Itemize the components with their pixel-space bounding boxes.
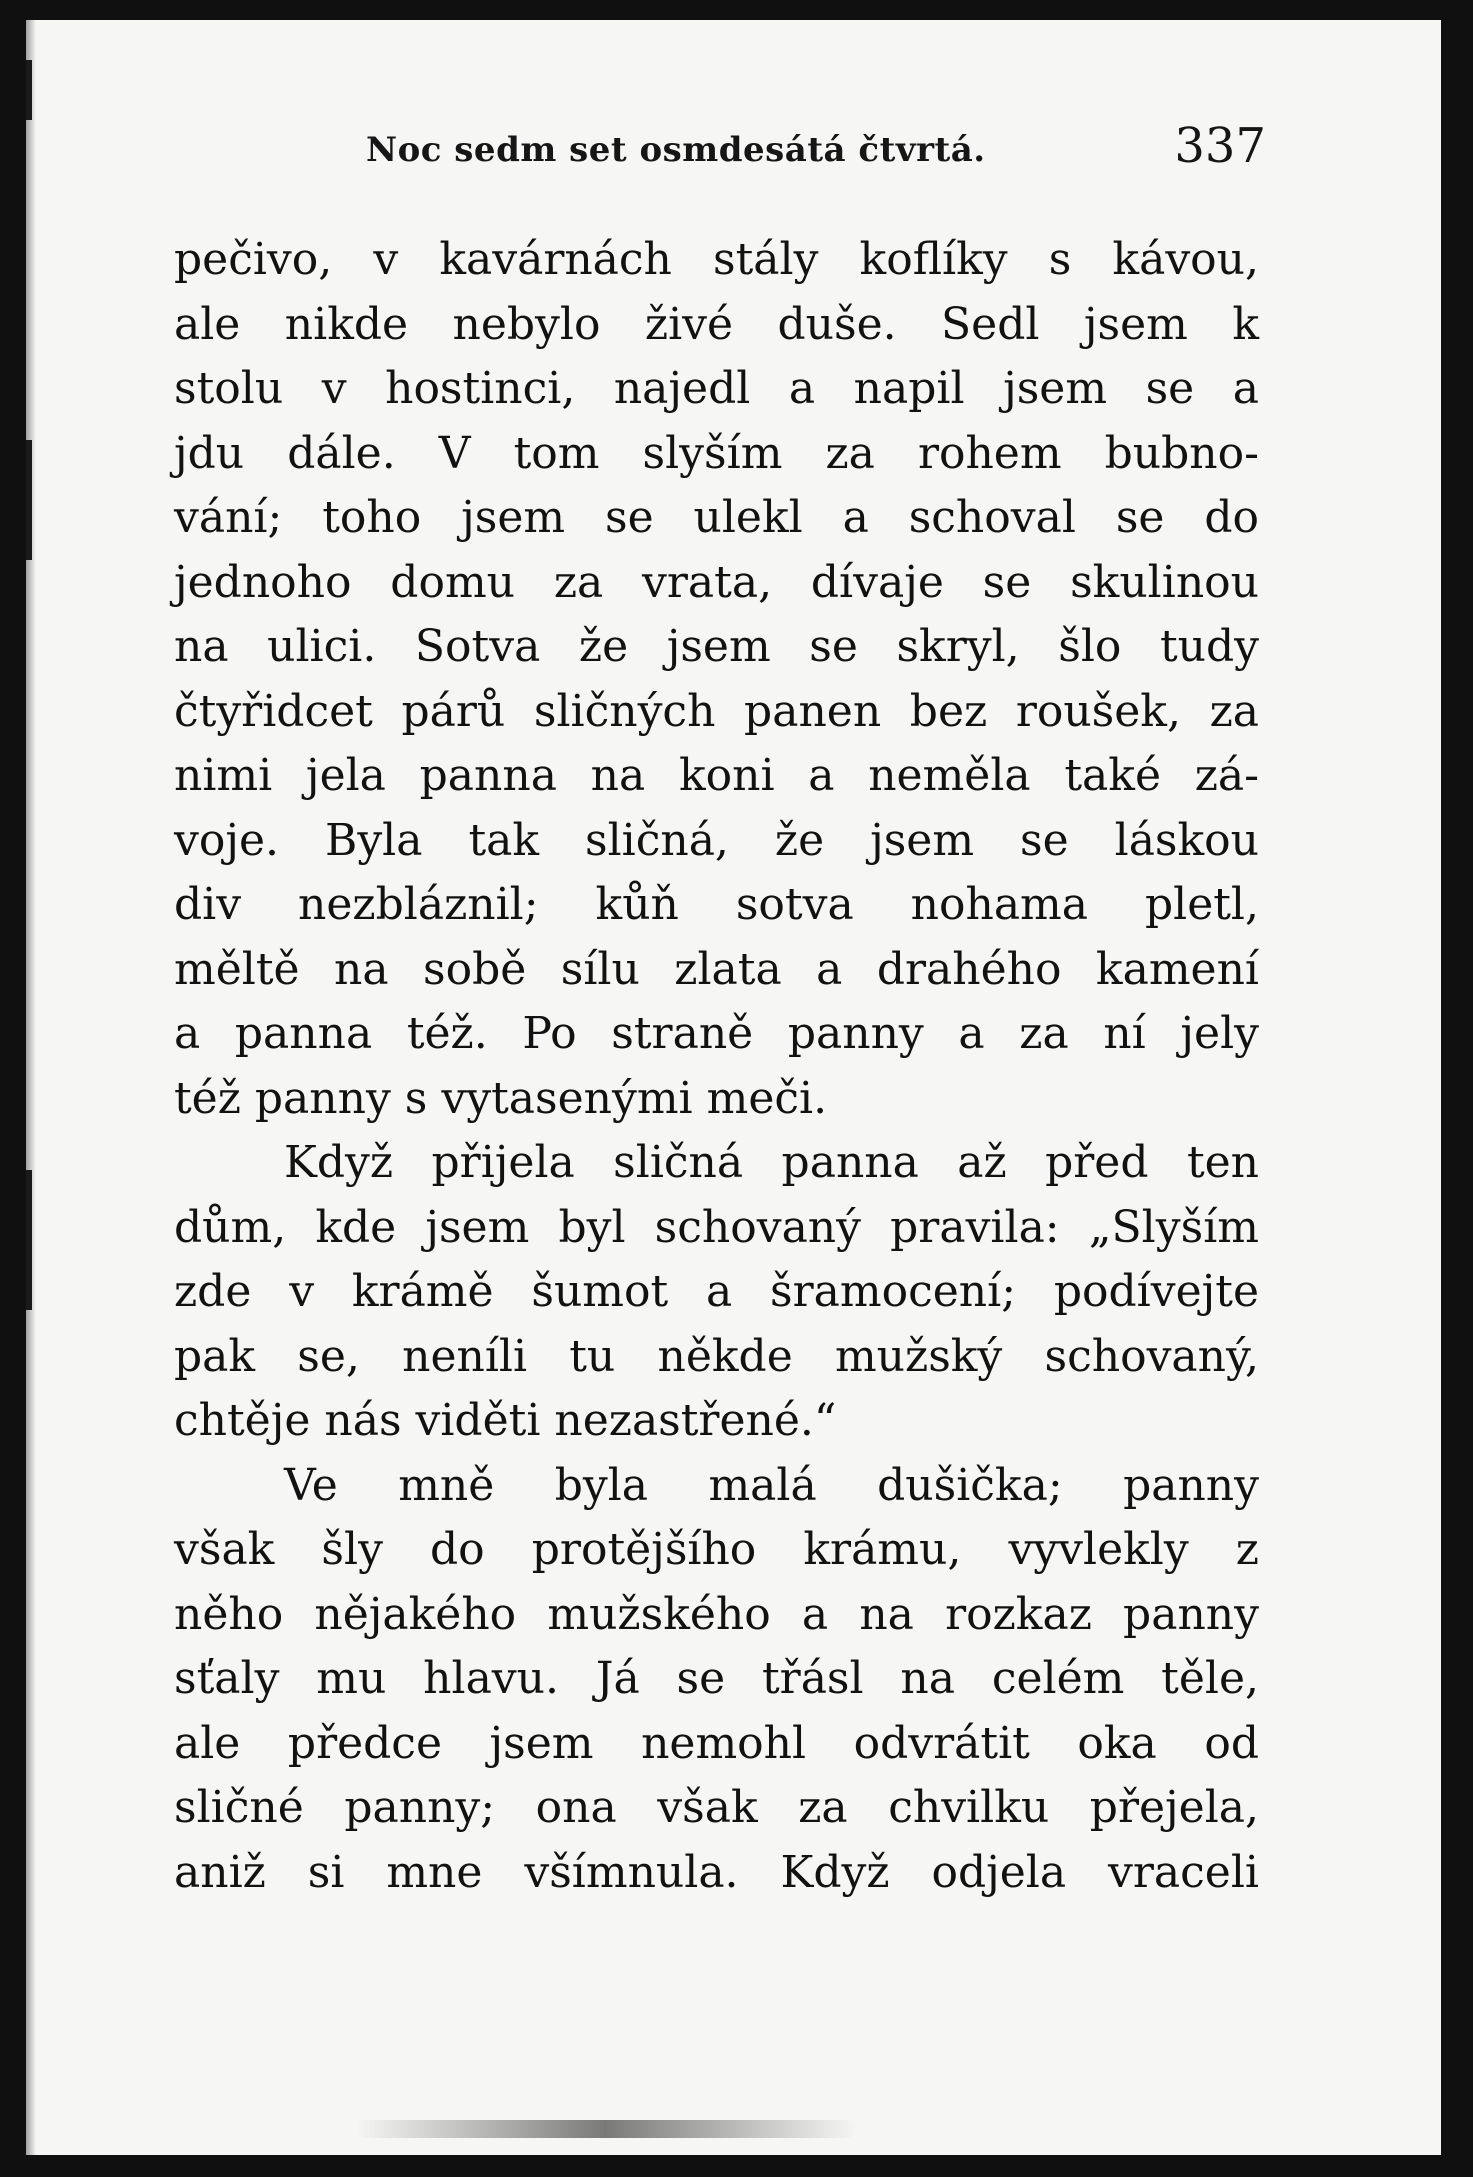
text-line: zde v krámě šumot a šramocení; podívejte — [174, 1266, 1259, 1317]
page-header — [366, 112, 1266, 182]
paragraph — [174, 228, 1259, 1131]
text-line: jdu dále. V tom slyším za rohem bubno- — [174, 427, 1259, 479]
text-line: sličné panny; ona však za chvilku přejela, — [174, 1782, 1259, 1833]
text-line: vání; toho jsem se ulekl a schoval se do — [174, 492, 1259, 543]
text-line: ale nikde nebylo živé duše. Sedl jsem k — [174, 298, 1259, 350]
running-title: Noc sedm set osmdesátá čtvrtá. — [366, 130, 986, 170]
text-line: však šly do protějšího krámu, vyvlekly z — [174, 1524, 1259, 1575]
text-line: na ulici. Sotva že jsem se skryl, šlo tudy — [174, 621, 1259, 672]
text-line: stolu v hostinci, najedl a napil jsem se a — [174, 363, 1259, 414]
text-line: nimi jela panna na koni a neměla také zá- — [174, 750, 1259, 801]
text-line: Když přijela sličná panna až před ten — [284, 1137, 1259, 1188]
text-line: Ve mně byla malá dušička; panny — [284, 1459, 1259, 1511]
text-line: měltě na sobě sílu zlata a drahého kamení — [174, 943, 1259, 995]
text-line: chtěje nás viděti nezastřené.“ — [174, 1395, 837, 1446]
paragraph — [174, 1454, 1259, 1906]
text-line: a panna též. Po straně panny a za ní jely — [174, 1008, 1259, 1059]
text-line: pak se, neníli tu někde mužský schovaný, — [174, 1330, 1259, 1382]
text-line: čtyřidcet párů sličných panen bez roušek, za — [174, 685, 1259, 737]
scan-smudge — [356, 2120, 856, 2138]
book-page — [26, 20, 1441, 2155]
body-text — [174, 228, 1259, 1905]
text-line: též panny s vytasenými meči. — [174, 1072, 828, 1124]
page-number: 337 — [1174, 118, 1266, 174]
spine-shadow — [26, 1170, 32, 1310]
text-line: dům, kde jsem byl schovaný pravila: „Slyším — [174, 1201, 1259, 1253]
text-line: jednoho domu za vrata, dívaje se skulinou — [174, 556, 1259, 608]
text-line: ale předce jsem nemohl odvrátit oka od — [174, 1717, 1259, 1769]
spine-shadow — [26, 60, 32, 120]
text-line: sťaly mu hlavu. Já se třásl na celém těle, — [174, 1653, 1259, 1704]
paragraph — [174, 1131, 1259, 1454]
text-line: aniž si mne všímnula. Když odjela vraceli — [174, 1846, 1259, 1898]
text-line: div nezbláznil; kůň sotva nohama pletl, — [174, 879, 1259, 930]
spine-shadow — [26, 440, 32, 560]
text-line: pečivo, v kavárnách stály koflíky s kávou, — [174, 234, 1259, 285]
text-line: něho nějakého mužského a na rozkaz panny — [174, 1588, 1259, 1640]
text-line: voje. Byla tak sličná, že jsem se láskou — [174, 814, 1259, 866]
